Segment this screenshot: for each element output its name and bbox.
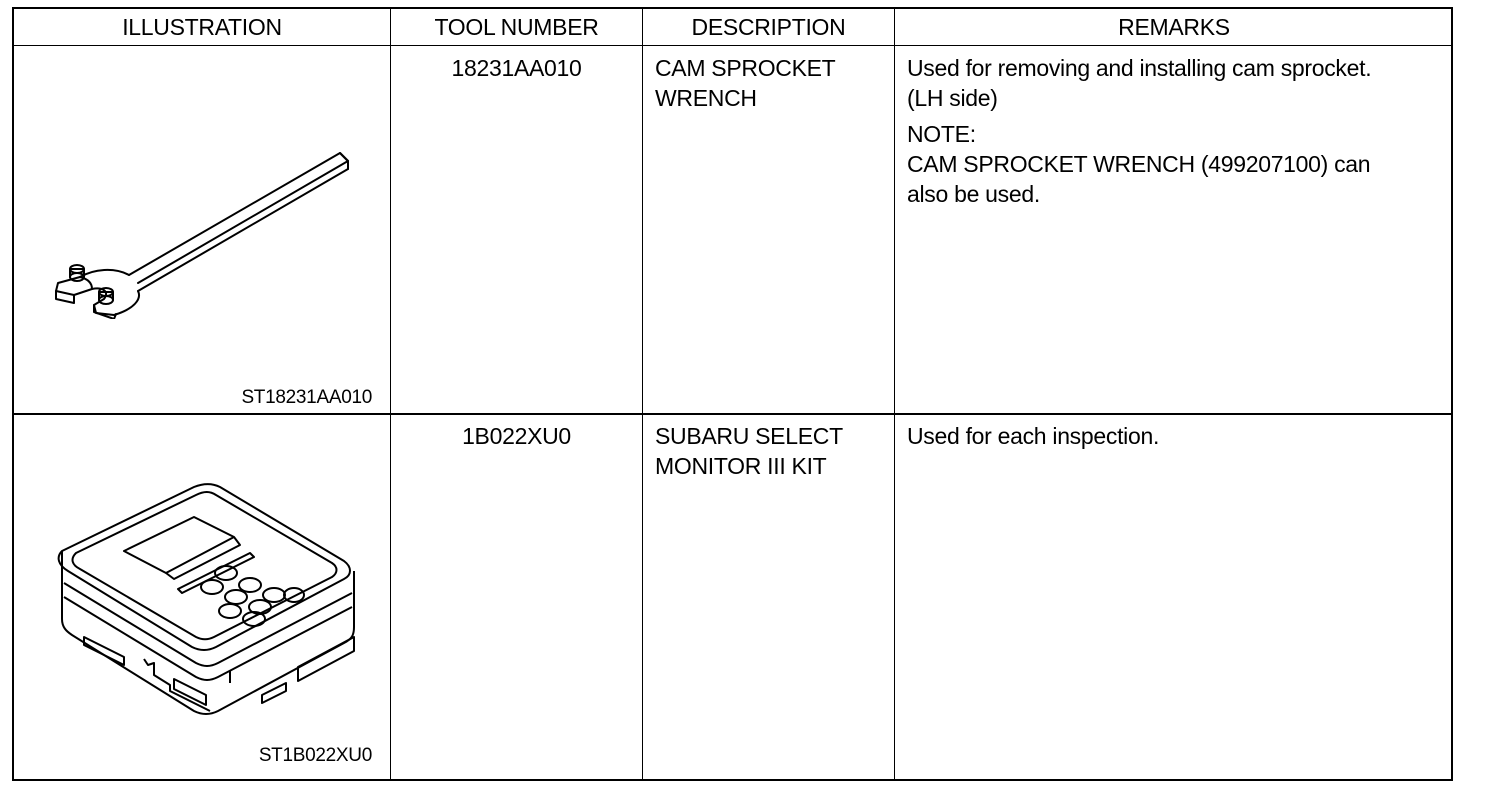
note-label: NOTE: [907, 121, 976, 147]
description-line: SUBARU SELECT [655, 423, 843, 449]
illustration-code: ST1B022XU0 [258, 745, 372, 766]
tool-number: 1B022XU0 [462, 423, 571, 449]
note-line: also be used. [907, 181, 1040, 207]
illustration-code: ST18231AA010 [241, 387, 372, 408]
description-line: MONITOR III KIT [655, 453, 827, 479]
remarks [907, 53, 1453, 209]
header-description: DESCRIPTION [691, 14, 846, 40]
row-divider [14, 413, 1451, 415]
column-divider [642, 9, 643, 779]
remarks [907, 421, 1453, 451]
tool-number: 18231AA010 [451, 55, 582, 81]
column-divider [894, 9, 895, 779]
header-tool-number: TOOL NUMBER [434, 14, 599, 40]
select-monitor-device-icon [54, 479, 364, 724]
cam-sprocket-wrench-icon [44, 149, 364, 324]
header-remarks: REMARKS [1118, 14, 1230, 40]
note-line: CAM SPROCKET WRENCH (499207100) can [907, 151, 1371, 177]
description-line: WRENCH [655, 85, 757, 111]
special-tools-table [12, 7, 1453, 781]
remarks-line: Used for removing and installing cam sprocket. [907, 55, 1372, 81]
description [655, 53, 891, 113]
remarks-line: (LH side) [907, 85, 998, 111]
column-divider [390, 9, 391, 779]
remarks-line: Used for each inspection. [907, 423, 1160, 449]
description-line: CAM SPROCKET [655, 55, 836, 81]
header-illustration: ILLUSTRATION [122, 14, 282, 40]
description [655, 421, 891, 481]
